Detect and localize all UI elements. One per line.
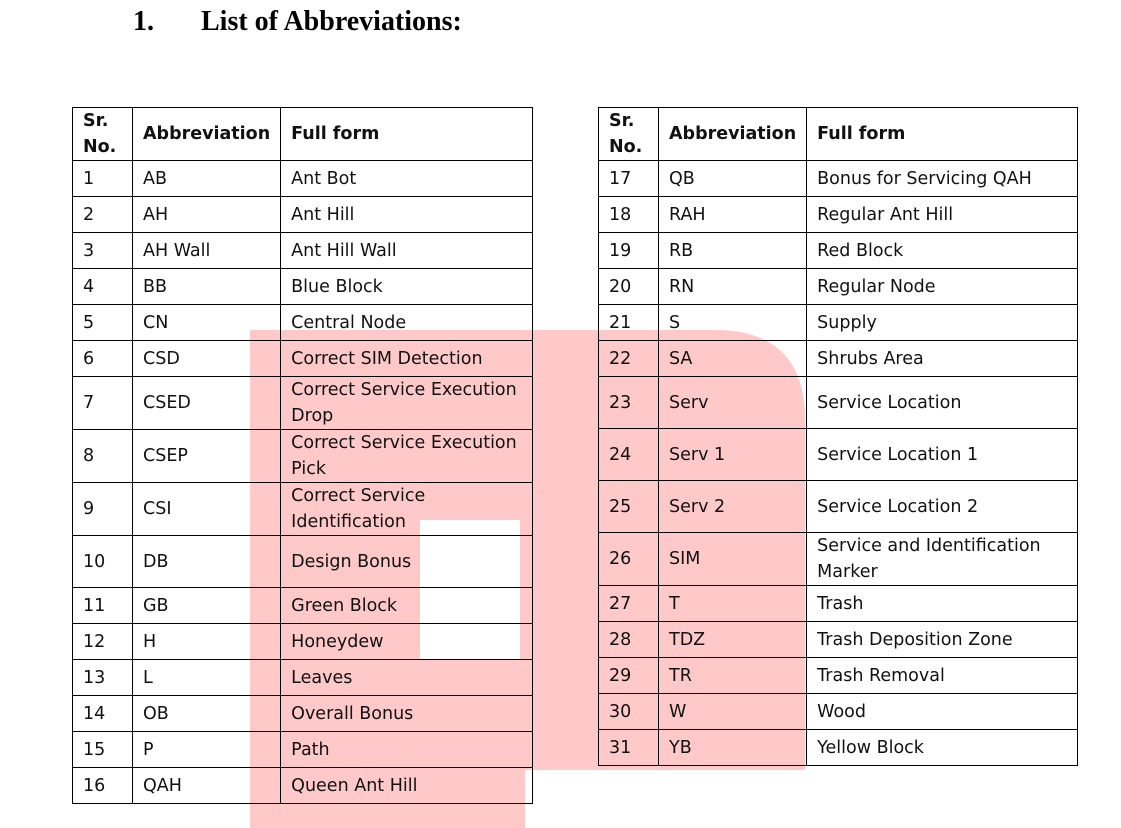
cell-full-form: Yellow Block (807, 730, 1078, 766)
cell-full-form: Correct Service Execution Pick (281, 430, 533, 483)
cell-full-form: Service Location 2 (807, 481, 1078, 533)
cell-sr-no: 24 (599, 429, 659, 481)
cell-abbreviation: OB (133, 696, 281, 732)
cell-sr-no: 2 (73, 197, 133, 233)
cell-abbreviation: CSI (133, 483, 281, 536)
cell-full-form: Correct Service Execution Drop (281, 377, 533, 430)
table-row (73, 233, 533, 269)
table-row (599, 197, 1078, 233)
table-row (73, 197, 533, 233)
cell-full-form: Queen Ant Hill (281, 768, 533, 804)
cell-full-form: Honeydew (281, 624, 533, 660)
header-full-form: Full form (281, 108, 533, 161)
cell-sr-no: 31 (599, 730, 659, 766)
cell-full-form: Trash (807, 586, 1078, 622)
cell-abbreviation: DB (133, 536, 281, 588)
cell-full-form: Supply (807, 305, 1078, 341)
cell-abbreviation: TR (659, 658, 807, 694)
cell-full-form: Path (281, 732, 533, 768)
cell-full-form: Leaves (281, 660, 533, 696)
cell-abbreviation: S (659, 305, 807, 341)
cell-abbreviation: CN (133, 305, 281, 341)
cell-abbreviation: P (133, 732, 281, 768)
table-row (599, 730, 1078, 766)
table-row (599, 269, 1078, 305)
cell-sr-no: 8 (73, 430, 133, 483)
cell-full-form: Design Bonus (281, 536, 533, 588)
table-row (599, 481, 1078, 533)
section-title: List of Abbreviations: (201, 6, 462, 37)
cell-sr-no: 23 (599, 377, 659, 429)
cell-abbreviation: QB (659, 161, 807, 197)
cell-abbreviation: AH (133, 197, 281, 233)
header-abbreviation: Abbreviation (659, 108, 807, 161)
cell-sr-no: 20 (599, 269, 659, 305)
cell-sr-no: 15 (73, 732, 133, 768)
cell-abbreviation: L (133, 660, 281, 696)
cell-abbreviation: GB (133, 588, 281, 624)
cell-sr-no: 10 (73, 536, 133, 588)
table-row (599, 429, 1078, 481)
cell-sr-no: 28 (599, 622, 659, 658)
cell-abbreviation: AH Wall (133, 233, 281, 269)
cell-sr-no: 12 (73, 624, 133, 660)
cell-full-form: Service and Identification Marker (807, 533, 1078, 586)
table-row (599, 658, 1078, 694)
cell-full-form: Red Block (807, 233, 1078, 269)
cell-sr-no: 6 (73, 341, 133, 377)
table-row (599, 622, 1078, 658)
cell-full-form: Trash Removal (807, 658, 1078, 694)
cell-full-form: Central Node (281, 305, 533, 341)
cell-abbreviation: Serv 2 (659, 481, 807, 533)
cell-full-form: Wood (807, 694, 1078, 730)
cell-sr-no: 7 (73, 377, 133, 430)
cell-sr-no: 9 (73, 483, 133, 536)
abbreviations-table-left (72, 107, 533, 804)
cell-sr-no: 14 (73, 696, 133, 732)
cell-full-form: Ant Bot (281, 161, 533, 197)
cell-sr-no: 30 (599, 694, 659, 730)
section-heading (133, 6, 462, 38)
cell-sr-no: 27 (599, 586, 659, 622)
cell-full-form: Bonus for Servicing QAH (807, 161, 1078, 197)
table-row (599, 377, 1078, 429)
cell-full-form: Shrubs Area (807, 341, 1078, 377)
cell-abbreviation: CSEP (133, 430, 281, 483)
cell-full-form: Service Location 1 (807, 429, 1078, 481)
table-row (599, 161, 1078, 197)
cell-sr-no: 26 (599, 533, 659, 586)
cell-full-form: Overall Bonus (281, 696, 533, 732)
cell-abbreviation: H (133, 624, 281, 660)
cell-sr-no: 25 (599, 481, 659, 533)
cell-sr-no: 13 (73, 660, 133, 696)
cell-full-form: Ant Hill (281, 197, 533, 233)
table-header-row (599, 108, 1078, 161)
table-row (599, 694, 1078, 730)
cell-sr-no: 3 (73, 233, 133, 269)
cell-full-form: Correct SIM Detection (281, 341, 533, 377)
table-row (73, 269, 533, 305)
cell-full-form: Ant Hill Wall (281, 233, 533, 269)
cell-sr-no: 29 (599, 658, 659, 694)
cell-sr-no: 22 (599, 341, 659, 377)
table-header-row (73, 108, 533, 161)
table-row (599, 233, 1078, 269)
header-sr-no: Sr. No. (73, 108, 133, 161)
header-abbreviation: Abbreviation (133, 108, 281, 161)
table-row (73, 341, 533, 377)
table-row (599, 533, 1078, 586)
cell-abbreviation: YB (659, 730, 807, 766)
cell-abbreviation: T (659, 586, 807, 622)
cell-full-form: Trash Deposition Zone (807, 622, 1078, 658)
cell-abbreviation: RAH (659, 197, 807, 233)
cell-sr-no: 5 (73, 305, 133, 341)
cell-sr-no: 19 (599, 233, 659, 269)
cell-abbreviation: SIM (659, 533, 807, 586)
table-row (73, 305, 533, 341)
table-row (73, 588, 533, 624)
cell-sr-no: 21 (599, 305, 659, 341)
cell-full-form: Regular Ant Hill (807, 197, 1078, 233)
table-row (599, 586, 1078, 622)
cell-abbreviation: CSD (133, 341, 281, 377)
table-row (73, 536, 533, 588)
section-number: 1. (133, 6, 154, 37)
table-row (73, 377, 533, 430)
cell-abbreviation: BB (133, 269, 281, 305)
cell-sr-no: 16 (73, 768, 133, 804)
cell-sr-no: 1 (73, 161, 133, 197)
table-row (73, 696, 533, 732)
table-row (73, 430, 533, 483)
cell-abbreviation: W (659, 694, 807, 730)
table-row (73, 483, 533, 536)
cell-full-form: Service Location (807, 377, 1078, 429)
cell-abbreviation: AB (133, 161, 281, 197)
cell-abbreviation: RB (659, 233, 807, 269)
cell-full-form: Blue Block (281, 269, 533, 305)
table-row (73, 624, 533, 660)
cell-abbreviation: Serv (659, 377, 807, 429)
cell-abbreviation: CSED (133, 377, 281, 430)
cell-abbreviation: SA (659, 341, 807, 377)
cell-abbreviation: TDZ (659, 622, 807, 658)
table-row (599, 305, 1078, 341)
cell-abbreviation: QAH (133, 768, 281, 804)
cell-sr-no: 18 (599, 197, 659, 233)
header-full-form: Full form (807, 108, 1078, 161)
cell-abbreviation: Serv 1 (659, 429, 807, 481)
table-row (73, 732, 533, 768)
cell-sr-no: 4 (73, 269, 133, 305)
table-row (599, 341, 1078, 377)
table-row (73, 768, 533, 804)
cell-sr-no: 17 (599, 161, 659, 197)
table-row (73, 161, 533, 197)
cell-full-form: Correct Service Identification (281, 483, 533, 536)
cell-abbreviation: RN (659, 269, 807, 305)
cell-sr-no: 11 (73, 588, 133, 624)
cell-full-form: Regular Node (807, 269, 1078, 305)
table-row (73, 660, 533, 696)
abbreviations-table-right (598, 107, 1078, 766)
header-sr-no: Sr. No. (599, 108, 659, 161)
cell-full-form: Green Block (281, 588, 533, 624)
